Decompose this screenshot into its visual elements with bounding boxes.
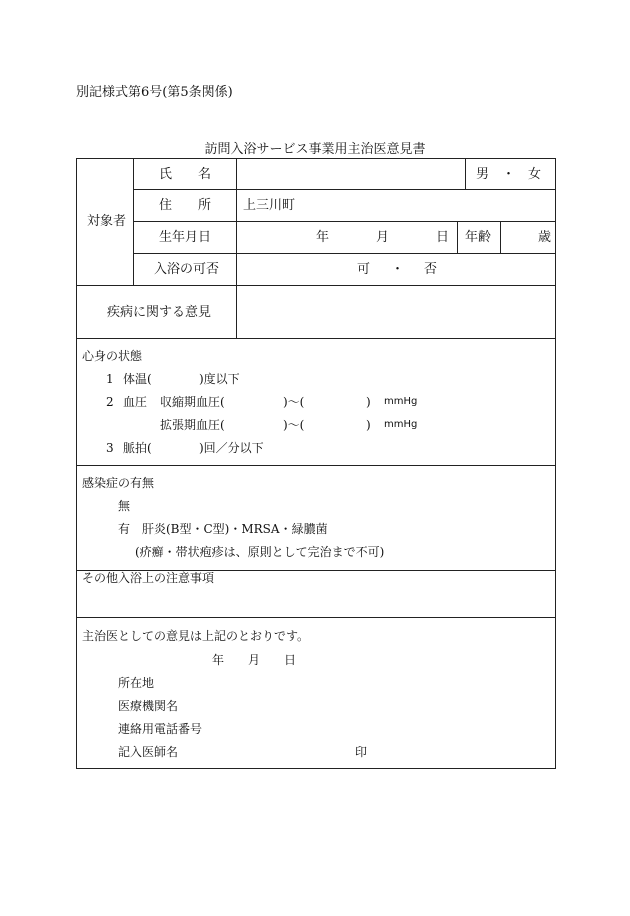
infection-none-option[interactable]: 無 xyxy=(118,499,131,513)
infection-detail: 肝炎(B型・C型)・MRSA・緑膿菌 xyxy=(142,522,328,536)
address-label: 住 所 xyxy=(159,198,212,213)
row-divider-5 xyxy=(76,338,556,339)
dob-year-unit: 年 xyxy=(316,230,330,245)
date-month-unit: 月 xyxy=(248,653,261,667)
location-label: 所在地 xyxy=(118,676,155,690)
infection-present-option[interactable]: 有 xyxy=(118,522,131,536)
pulse-label: 脈拍( xyxy=(123,441,152,455)
systolic-separator: )～( xyxy=(283,395,305,409)
subject-label: 対象者 xyxy=(87,214,127,229)
row-divider-8 xyxy=(76,617,556,618)
dob-month-unit: 月 xyxy=(376,230,390,245)
age-label: 年齢 xyxy=(465,230,492,245)
pulse-suffix: )回／分以下 xyxy=(199,441,264,455)
systolic-unit: mmHg xyxy=(384,396,418,407)
col-divider-subject xyxy=(133,158,134,285)
col-divider-gender xyxy=(465,158,466,189)
date-day-unit: 日 xyxy=(284,653,297,667)
col-divider-age-left xyxy=(457,221,458,253)
systolic-close: ) xyxy=(366,395,371,409)
bp-label: 血圧 xyxy=(123,395,148,409)
doctor-name-label: 記入医師名 xyxy=(118,745,179,759)
name-label: 氏 名 xyxy=(159,167,212,182)
pulse-number: 3 xyxy=(106,441,114,455)
dob-day-unit: 日 xyxy=(436,230,450,245)
bath-separator: ・ xyxy=(391,262,405,277)
form-number: 別記様式第6号(第5条関係) xyxy=(76,85,233,100)
diastolic-close: ) xyxy=(366,418,371,432)
address-value[interactable]: 上三川町 xyxy=(243,198,296,213)
col-divider-age-right xyxy=(500,221,501,253)
row-divider-6 xyxy=(76,465,556,466)
notes-title: その他入浴上の注意事項 xyxy=(82,571,215,585)
temp-suffix: )度以下 xyxy=(199,372,240,386)
bath-no-option[interactable]: 否 xyxy=(424,262,438,277)
infection-note: (疥癬・帯状疱疹は、原則として完治まで不可) xyxy=(135,545,385,559)
temp-number: 1 xyxy=(106,372,114,386)
bath-label: 入浴の可否 xyxy=(154,262,220,277)
physical-title: 心身の状態 xyxy=(82,349,143,363)
date-year-unit: 年 xyxy=(212,653,225,667)
doctor-statement: 主治医としての意見は上記のとおりです。 xyxy=(82,629,310,643)
systolic-label: 収縮期血圧( xyxy=(160,395,225,409)
row-divider-3 xyxy=(133,253,556,254)
document-title: 訪問入浴サービス事業用主治医意見書 xyxy=(204,142,426,157)
phone-label: 連絡用電話番号 xyxy=(118,722,203,736)
row-divider-1 xyxy=(133,189,556,190)
institution-label: 医療機関名 xyxy=(118,699,179,713)
col-divider-label xyxy=(236,158,237,338)
bath-yes-option[interactable]: 可 xyxy=(357,262,371,277)
diastolic-separator: )～( xyxy=(283,418,305,432)
row-divider-4 xyxy=(76,285,556,286)
infection-title: 感染症の有無 xyxy=(82,476,155,490)
seal-mark: 印 xyxy=(355,745,368,759)
bp-number: 2 xyxy=(106,395,114,409)
dob-label: 生年月日 xyxy=(159,230,212,245)
disease-opinion-label: 疾病に関する意見 xyxy=(107,305,212,320)
diastolic-unit: mmHg xyxy=(384,419,418,430)
age-unit: 歳 xyxy=(538,230,552,245)
row-divider-2 xyxy=(133,221,556,222)
diastolic-label: 拡張期血圧( xyxy=(160,418,225,432)
gender-options[interactable]: 男 ・ 女 xyxy=(476,167,542,182)
temp-label: 体温( xyxy=(123,372,152,386)
